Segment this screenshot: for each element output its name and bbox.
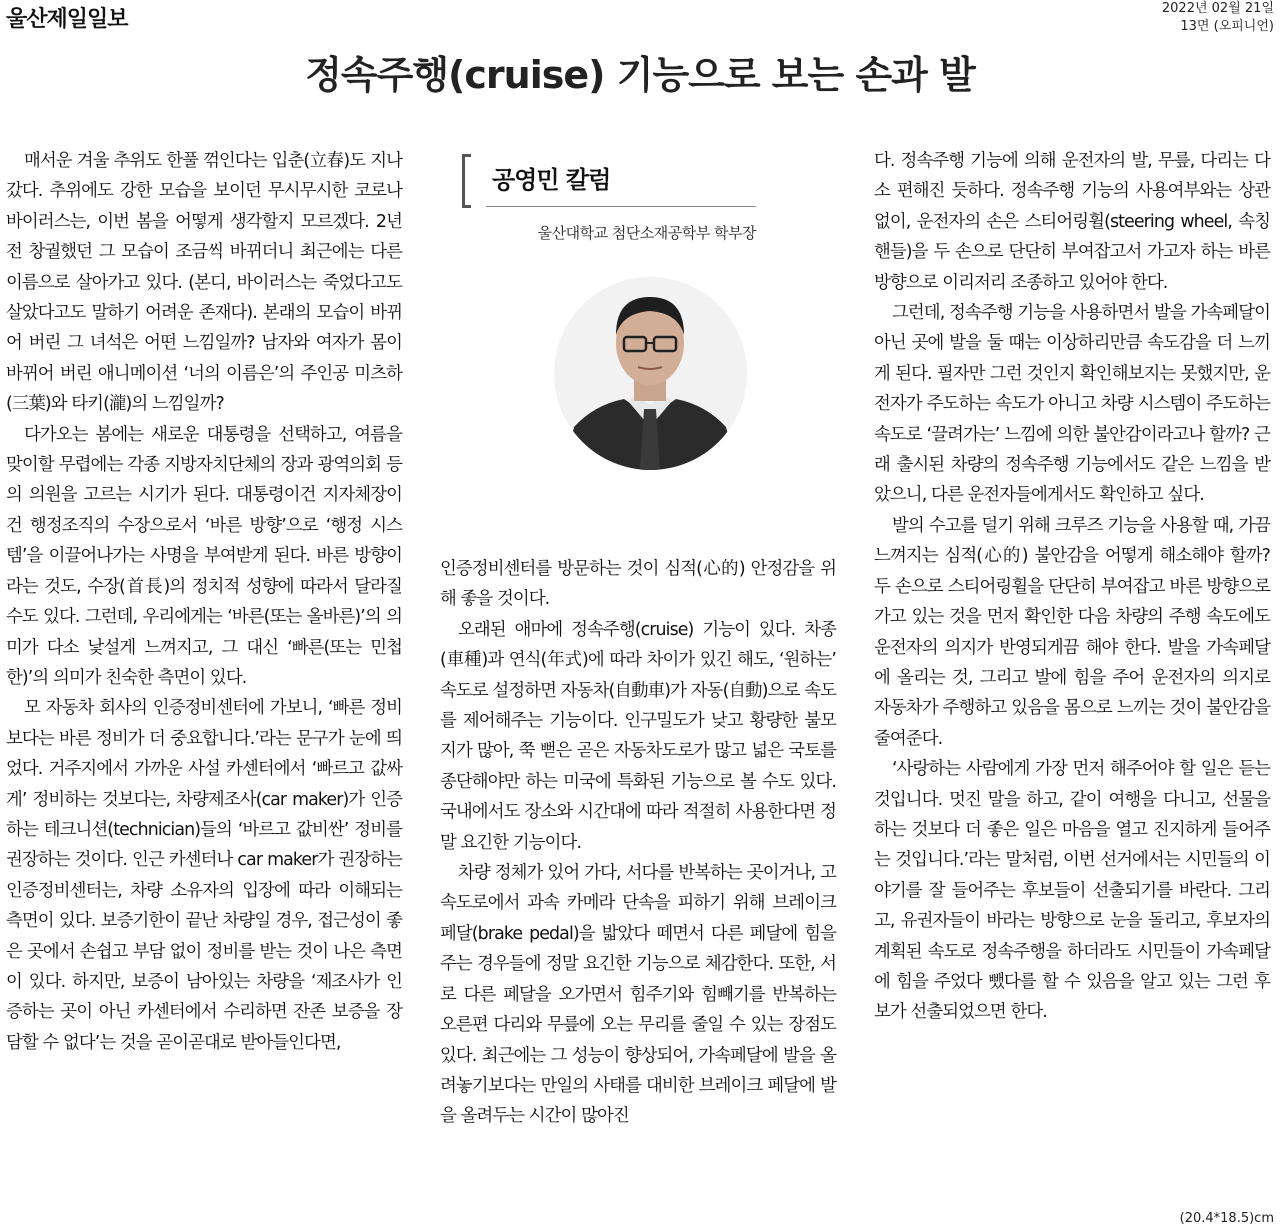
columnist-name: 공영민 칼럼 xyxy=(492,166,611,194)
paragraph: 매서운 겨울 추위도 한풀 꺾인다는 입춘(立春)도 지나갔다. 추위에도 강한 모습을 보이던 무시무시한 코로나바이러스는, 이번 봄을 어떻게 생각할지 모르겠다. 2년 전 창궐했던 그 모습이 조금씩 바뀌더니 최근에는 다른 이름으로 살아가고 있다. (본디, 바이러스는 죽었다고도 살았다고도 말하기 어려운 존재다). 본래의 모습이 바뀌어 버린 그 녀석은 어떤 느낌일까? 남자와 여자가 몸이 바뀌어 버린 애니메이션 ‘너의 이름은’의 주인공 미츠하(三葉)와 타키(瀧)의 느낌일까? xyxy=(6,151,402,415)
issue-meta xyxy=(1162,0,1274,36)
issue-page: 13면 (오피니언) xyxy=(1180,19,1274,34)
paragraph: 다. 정속주행 기능에 의해 운전자의 발, 무릎, 다리는 다소 편해진 듯하다. 정속주행 기능의 사용여부와는 상관없이, 운전자의 손은 스티어링휠(steering wheel, 속칭 핸들)을 두 손으로 단단히 부여잡고서 가고자 하는 바른 방향으로 이리저리 조종하고 있어야 한다. xyxy=(874,151,1270,293)
newspaper-masthead: 울산제일일보 xyxy=(6,7,128,32)
byline-divider xyxy=(486,206,756,207)
paragraph: 차량 정체가 있어 가다, 서다를 반복하는 곳이거나, 고속도로에서 과속 카메라 단속을 피하기 위해 브레이크 페달(brake pedal)을 밟았다 떼면서 다른 페달에 힘을 주는 경우들에 정말 요긴한 기능으로 체감한다. 또한, 서로 다른 페달을 오가면서 힘주기와 힘빼기를 반복하는 오른편 다리와 무릎에 오는 무리를 줄일 수 있는 장점도 있다. 최근에는 그 성능이 향상되어, 가속페달에 발을 올려놓기보다는 만일의 사태를 대비한 브레이크 페달에 발을 올려두는 시간이 많아진 xyxy=(440,863,836,1127)
columnist-portrait xyxy=(554,277,747,470)
paragraph: 인증정비센터를 방문하는 것이 심적(心的) 안정감을 위해 좋을 것이다. xyxy=(440,559,836,610)
article-column-3 xyxy=(874,146,1270,1028)
article-column-2 xyxy=(440,554,836,1132)
paragraph: 그런데, 정속주행 기능을 사용하면서 발을 가속페달이 아닌 곳에 발을 둘 때는 이상하리만큼 속도감을 더 느끼게 된다. 필자만 그런 것인지 확인해보지는 못했지만, 운전자가 주도하는 속도가 아니고 차량 시스템이 주도하는 속도로 ‘끌려가는’ 느낌에 의한 불안감이라고나 할까? 근래 출시된 차량의 정속주행 기능에서도 같은 느낌을 받았으니, 다른 운전자들에게서도 확인하고 싶다. xyxy=(874,303,1270,506)
issue-date: 2022년 02월 21일 xyxy=(1161,1,1274,16)
paragraph: 발의 수고를 덜기 위해 크루즈 기능을 사용할 때, 가끔 느껴지는 심적(心的) 불안감을 어떻게 해소해야 할까? 두 손으로 스티어링휠을 단단히 부여잡고 바른 방향으로 가고 있는 것을 먼저 확인한 다음 차량의 주행 속도에도 운전자의 의지가 반영되게끔 해야 한다. 발을 가속페달에 올리는 것, 그리고 발에 힘을 주어 운전자의 의지로 자동차가 주행하고 있음을 몸으로 느끼는 것이 불안감을 줄여준다. xyxy=(874,515,1270,749)
article-size-note: (20.4*18.5)cm xyxy=(1179,1211,1274,1226)
columnist-title: 울산대학교 첨단소재공학부 학부장 xyxy=(537,224,756,242)
article-column-1 xyxy=(6,146,402,1058)
paragraph: 다가오는 봄에는 새로운 대통령을 선택하고, 여름을 맞이할 무렵에는 각종 지방자치단체의 장과 광역의회 등의 의원을 고르는 시기가 된다. 대통령이건 지자체장이건 행정조직의 수장으로서 ‘바른 방향’으로 ‘행정 시스템’을 이끌어나가는 사명을 부여받게 된다. 바른 방향이라는 것도, 수장(首長)의 정치적 성향에 따라서 달라질 수도 있다. 그런데, 우리에게는 ‘바른(또는 올바른)’의 의미가 다소 낯설게 느껴지고, 그 대신 ‘빠른(또는 민첩한)’의 의미가 친숙한 측면이 있다. xyxy=(6,424,402,688)
byline-bracket xyxy=(462,154,471,208)
paragraph: 오래된 애마에 정속주행(cruise) 기능이 있다. 차종(車種)과 연식(年式)에 따라 차이가 있긴 해도, ‘원하는’ 속도로 설정하면 자동차(自動車)가 자동(自動)으로 속도를 제어해주는 기능이다. 인구밀도가 낮고 황량한 불모지가 많아, 쭉 뻗은 곧은 자동차도로가 많고 넓은 국토를 종단해야만 하는 미국에 특화된 기능으로 볼 수도 있다. 국내에서도 장소와 시간대에 따라 적절히 사용한다면 정말 요긴한 기능이다. xyxy=(440,619,836,853)
article-headline: 정속주행(cruise) 기능으로 보는 손과 발 xyxy=(305,53,975,97)
paragraph: 모 자동차 회사의 인증정비센터에 가보니, ‘빠른 정비보다는 바른 정비가 더 중요합니다.’라는 문구가 눈에 띄었다. 거주지에서 가까운 사설 카센터에서 ‘빠르고 값싸게’ 정비하는 것보다는, 차량제조사(car maker)가 인증하는 테크니션(technician)들의 ‘바르고 값비싼’ 정비를 권장하는 것이다. 인근 카센터나 car maker가 권장하는 인증정비센터는, 차량 소유자의 입장에 따라 이해되는 측면이 있다. 보증기한이 끝난 차량일 경우, 접근성이 좋은 곳에서 손쉽고 부담 없이 정비를 받는 것이 나은 측면이 있다. 하지만, 보증이 남아있는 차량을 ‘제조사가 인증하는 곳이 아닌 카센터에서 수리하면 잔존 보증을 장담할 수 없다’는 것을 곧이곧대로 받아들인다면, xyxy=(6,698,402,1053)
column-byline xyxy=(462,150,762,250)
paragraph: ‘사랑하는 사람에게 가장 먼저 해주어야 할 일은 듣는 것입니다. 멋진 말을 하고, 같이 여행을 다니고, 선물을 하는 것보다 더 좋은 일은 마음을 열고 진지하게 들어주는 것입니다.’라는 말처럼, 이번 선거에서는 시민들의 이야기를 잘 들어주는 후보들이 선출되기를 바란다. 그리고, 유권자들이 바라는 방향으로 눈을 돌리고, 후보자의 계획된 속도로 정속주행을 하더라도 시민들이 가속페달에 힘을 주었다 뺐다를 할 수 있음을 알고 있는 그런 후보가 선출되었으면 한다. xyxy=(874,759,1270,1023)
